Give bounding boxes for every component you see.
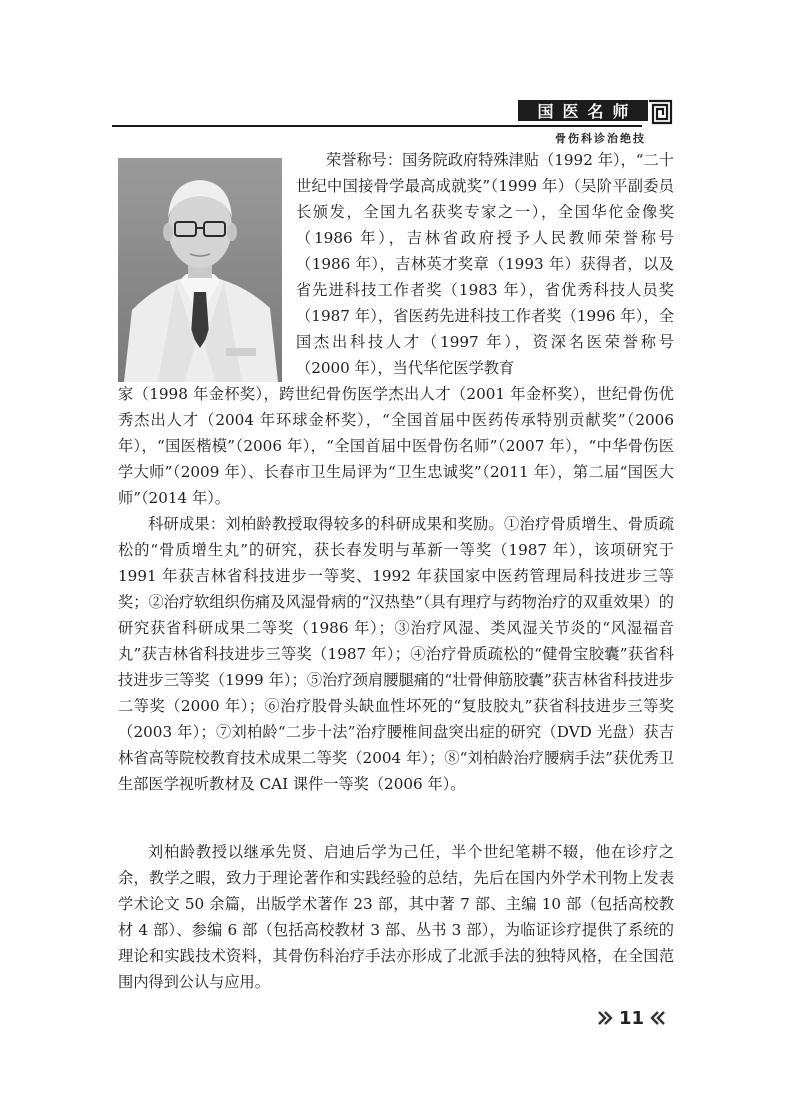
portrait-illustration bbox=[118, 158, 282, 382]
portrait-photo bbox=[118, 158, 282, 382]
right-double-arrow-icon bbox=[597, 1009, 613, 1027]
series-title-banner bbox=[518, 100, 648, 121]
honors-paragraph-part2: 家（1998 年金杯奖），跨世纪骨伤医学杰出人才（2001 年金杯奖），世纪骨伤优秀杰出人才（2004 年环球金杯奖），“全国首届中医药传承特别贡献奖”（2006 年），“国医楷模”（2006 年），“全国首届中医骨伤名师”（2007 年），“中华骨伤医学大师”（2009 年）、长春市卫生局评为“卫生忠诚奖”（2011 年），第二届“国医大师”（2014 年）。 bbox=[118, 385, 674, 507]
page-number: 11 bbox=[619, 1007, 645, 1029]
series-title: 国医名师 bbox=[537, 102, 638, 121]
honors-paragraph-part1: 荣誉称号：国务院政府特殊津贴（1992 年），“二十世纪中国接骨学最高成就奖”（1999 年）（吴阶平副委员长颁发，全国九名获奖专家之一），全国华佗金像奖（1986 年），吉林省政府授予人民教师荣誉称号（1986 年），吉林英才奖章（1993 年）获得者，以及省先进科技工作者奖（1983 年），省优秀科技人员奖（1987 年），省医药先进科技工作者奖（1996 年），全国杰出科技人才（1997 年），资深名医荣誉称号（2000 年），当代华佗医学教育 bbox=[296, 151, 674, 377]
header-rule bbox=[112, 125, 642, 127]
page-number-block bbox=[597, 1006, 677, 1030]
left-double-arrow-icon bbox=[650, 1009, 666, 1027]
research-paragraph: 科研成果：刘柏龄教授取得较多的科研成果和奖励。①治疗骨质增生、骨质疏松的“骨质增生丸”的研究，获长春发明与革新一等奖（1987 年），该项研究于 1991 年获吉林省科技进步一等奖、1992 年获国家中医药管理局科技进步三等奖；②治疗软组织伤痛及风湿骨病的“汉热垫”（具有理疗与药物治疗的双重效果）的研究获省科研成果二等奖（1986 年）；③治疗风湿、类风湿关节炎的“风湿福音丸”获吉林省科技进步三等奖（1987 年）；④治疗骨质疏松的“健骨宝胶囊”获省科技进步三等奖（1999 年）；⑤治疗颈肩腰腿痛的“壮骨伸筋胶囊”获吉林省科技进步二等奖（2000 年）；⑥治疗股骨头缺血性坏死的“复肢胶丸”获省科技进步三等奖（2003 年）；⑦刘柏龄“二步十法”治疗腰椎间盘突出症的研究（DVD 光盘）获吉林省高等院校教育技术成果二等奖（2004 年）；⑧“刘柏龄治疗腰病手法”获优秀卫生部医学视听教材及 CAI 课件一等奖（2006 年）。 bbox=[118, 515, 674, 793]
series-subtitle: 骨伤科诊治绝技 bbox=[555, 132, 646, 145]
legacy-paragraph: 刘柏龄教授以继承先贤、启迪后学为己任，半个世纪笔耕不辍，他在诊疗之余，教学之暇，致力于理论著作和实践经验的总结，先后在国内外学术刊物上发表学术论文 50 余篇，出版学术著作 23 部，其中著 7 部、主编 10 部（包括高校教材 4 部）、参编 6 部（包括高校教材 3 部、丛书 3 部），为临证诊疗提供了系统的理论和实践技术资料，其骨伤科治疗手法亦形成了北派手法的独特风格，在全国范围内得到公认与应用。 bbox=[118, 843, 674, 991]
fret-ornament-icon bbox=[648, 96, 674, 128]
